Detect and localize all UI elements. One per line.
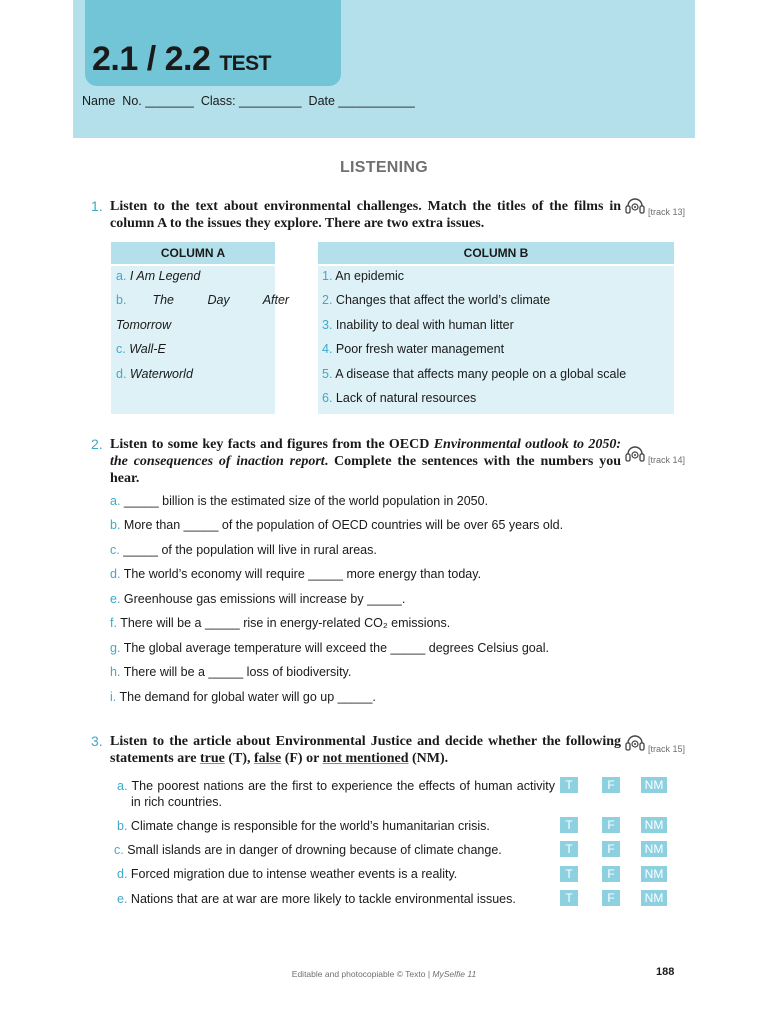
column-a-body <box>111 266 290 414</box>
not-mentioned-option[interactable]: NM <box>641 777 667 793</box>
column-a-item: a. I Am Legend <box>116 269 201 283</box>
false-option[interactable]: F <box>602 777 620 793</box>
column-b-header: COLUMN B <box>318 242 674 264</box>
statement-item: b. Climate change is responsible for the world’s humanitarian crisis. <box>117 819 490 833</box>
not-mentioned-option[interactable]: NM <box>641 866 667 882</box>
sentence-item: b. More than _____ of the population of OECD countries will be over 65 years old. <box>110 518 564 532</box>
question-number: 2. <box>91 436 103 452</box>
question-2 <box>91 436 621 487</box>
true-option[interactable]: T <box>560 817 578 833</box>
statement-item: e. Nations that are at war are more likely to tackle environmental issues. <box>117 892 516 906</box>
not-mentioned-option[interactable]: NM <box>641 817 667 833</box>
sentence-item: g. The global average temperature will exceed the _____ degrees Celsius goal. <box>110 641 549 655</box>
statement-item: d. Forced migration due to intense weather events is a reality. <box>117 867 458 881</box>
sentence-item: e. Greenhouse gas emissions will increase by _____. <box>110 592 406 606</box>
column-a-item: c. Wall-E <box>116 342 166 356</box>
true-option[interactable]: T <box>560 866 578 882</box>
column-a-item: d. Waterworld <box>116 367 193 381</box>
title-number: 2.1 / 2.2 <box>92 40 211 78</box>
column-b-item: 3. Inability to deal with human litter <box>322 318 514 332</box>
false-option[interactable]: F <box>602 841 620 857</box>
track-label: [track 13] <box>648 207 686 217</box>
question-3 <box>91 733 621 767</box>
column-b-item: 6. Lack of natural resources <box>322 391 477 405</box>
sentence-item: d. The world’s economy will require _____ more energy than today. <box>110 567 482 581</box>
name-class-date-line: Name No. _______ Class: _________ Date ___________ <box>82 94 415 108</box>
false-option[interactable]: F <box>602 866 620 882</box>
sentence-item: h. There will be a _____ loss of biodiversity. <box>110 665 352 679</box>
question-number: 1. <box>91 198 103 214</box>
question-text: Listen to the text about environmental challenges. Match the titles of the films in column A to the issues they explore. There are two extra issues. <box>110 199 621 231</box>
track-label: [track 14] <box>648 455 686 465</box>
question-text: Listen to some key facts and figures from the OECD Environmental outlook to 2050: the consequences of inaction report. Complete the sentences with the numbers you hear. <box>110 437 621 486</box>
column-a-item: b. The Day After <box>116 293 290 307</box>
not-mentioned-option[interactable]: NM <box>641 890 667 906</box>
page-number: 188 <box>656 966 675 978</box>
headphones-icon <box>624 442 646 466</box>
true-option[interactable]: T <box>560 841 578 857</box>
headphones-icon <box>624 194 646 218</box>
title-label: TEST <box>219 52 271 75</box>
column-a-header: COLUMN A <box>111 242 275 264</box>
column-a-item: Tomorrow <box>116 318 172 332</box>
footer-copyright: Editable and photocopiable © Texto | MySelfie 11 <box>291 969 477 979</box>
sentence-item: a. _____ billion is the estimated size of the world population in 2050. <box>110 494 489 508</box>
question-1 <box>91 198 621 232</box>
statement-item: a. The poorest nations are the first to experience the effects of human activity in rich countries. <box>117 779 555 809</box>
column-b-item: 5. A disease that affects many people on a global scale <box>322 367 627 381</box>
false-option[interactable]: F <box>602 817 620 833</box>
column-b-item: 4. Poor fresh water management <box>322 342 505 356</box>
question-text: Listen to the article about Environmental Justice and decide whether the following statements are true (T), false (F) or not mentioned (NM). <box>110 734 621 766</box>
column-b-item: 1. An epidemic <box>322 269 405 283</box>
headphones-icon <box>624 731 646 755</box>
sentence-item: c. _____ of the population will live in rural areas. <box>110 543 377 557</box>
test-title <box>92 40 271 79</box>
question-number: 3. <box>91 733 103 749</box>
false-option[interactable]: F <box>602 890 620 906</box>
sentence-item: f. There will be a _____ rise in energy-related CO₂ emissions. <box>110 616 451 630</box>
true-option[interactable]: T <box>560 890 578 906</box>
statement-item: c. Small islands are in danger of drowning because of climate change. <box>114 843 502 857</box>
not-mentioned-option[interactable]: NM <box>641 841 667 857</box>
track-label: [track 15] <box>648 744 686 754</box>
section-title: LISTENING <box>339 159 429 176</box>
true-option[interactable]: T <box>560 777 578 793</box>
column-b-item: 2. Changes that affect the world’s climate <box>322 293 551 307</box>
sentence-item: i. The demand for global water will go up _____. <box>110 690 376 704</box>
